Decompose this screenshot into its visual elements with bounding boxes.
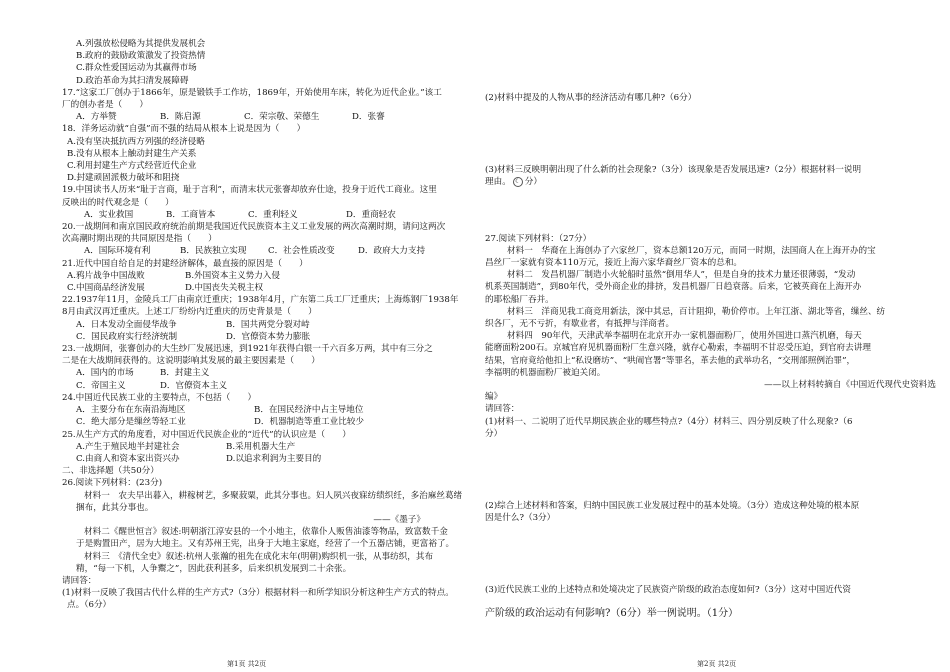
q20-option-a: A．国际环境有利 [84, 246, 151, 257]
q27-material-three: 材料三 洋商见我工商竞用新法，深中其忌，百计阻抑，勒价停市。上年江浙、湖北等省，缫丝、纺 [507, 306, 886, 317]
page-footer-left: 第1页 共2页 [227, 660, 267, 668]
q19-options [62, 209, 469, 221]
q23-option-a: A．国内的市场 [76, 368, 134, 379]
moon-icon: ☾ [513, 177, 523, 187]
q16-option-c: C.群众性爱国运动为其赢得市场 [76, 63, 197, 74]
q17-options [62, 111, 469, 123]
q23-option-c: C．帝国主义 [76, 380, 126, 391]
q27-ask: 请回答： [485, 404, 520, 415]
q21-stem: 21.近代中国自给自足的封建经济解体，最直接的原因是（ ） [62, 258, 308, 269]
q18-option-b: B.没有从根本上触动封建生产关系 [67, 148, 197, 159]
q24-option-c: C．绝大部分是缫丝等轻工业 [76, 417, 186, 428]
q23-options-row1 [62, 367, 469, 379]
q27-part-three-cont: 产阶级的政治运动有何影响?（6分）举一例说明。（1分） [485, 607, 739, 619]
q27-material-four: 材料四 90年代，天津武举李福明在北京开办一家机器面粉厂，使用外国进口蒸汽机磨，每天 [507, 331, 862, 342]
q27-heading: 27.阅读下列材料：（27分） [485, 233, 592, 244]
q22-option-b: B．国共两党分裂对峙 [226, 319, 310, 330]
q27-material-two: 材料二 发昌机器厂制造小火轮船时虽然“倒用华人”，但是自身的技术力量还很薄弱，“发动 [507, 270, 856, 281]
q17-option-a: A．方举赞 [76, 112, 117, 123]
q26-heading: 26.阅读下列材料：(23分) [62, 478, 163, 489]
q22-option-d: D．官僚资本势力膨胀 [226, 331, 311, 342]
q25-option-d: D.以追求利润为主要目的 [226, 453, 322, 464]
q26-material-one: 材料一 农夫早出暮入，耕稼树艺，多聚菽粟，此其分事也。妇人夙兴夜寐纺绩织纴，多治麻丝葛绪 [84, 490, 463, 501]
page-footer-right: 第2页 共2页 [697, 660, 737, 668]
q18-option-a: A.没有坚决抵抗西方列强的经济侵略 [67, 136, 205, 147]
q20-options [62, 245, 469, 257]
q26-ask: 请回答： [62, 575, 97, 586]
q17-stem-cont: 厂的创办者是（ ） [62, 100, 148, 111]
q23-option-d: D．官僚资本主义 [160, 380, 228, 391]
q27-material-three-cont: 织各厂，无不亏折，有歇业者，有抵押与洋商者。 [485, 319, 675, 330]
q22-option-a: A．日本发动全面侵华战争 [76, 319, 177, 330]
q27-part-one: (1)材料一、二说明了近代早期民族企业的哪些特点?（4分）材料三、四分别反映了什么现象?（6 [485, 416, 853, 427]
q19-option-c: C．重利轻义 [248, 209, 298, 220]
q25-options-row2 [62, 453, 469, 465]
q18-option-d: D.封建顽固派极力破坏和阻挠 [67, 173, 180, 184]
q27-material-one-cont: 昌丝厂一家就有资本110万元，接近上海六家华裔丝厂资本的总和。 [485, 258, 743, 269]
q27-part-one-cont: 分） [485, 428, 503, 439]
q26-part-one: (1)材料一反映了我国古代什么样的生产方式?（3分）根据材料一和所学知识分析这种生产方式的特点。 [62, 588, 454, 599]
q23-options-row2 [62, 380, 469, 392]
q25-options-row1 [62, 441, 469, 453]
q26-material-two: 材料二《醒世恒言》叙述:明朝浙江淳安县的一个小地主，依靠仆人贩售油漆等物品，致富数千金 [84, 527, 448, 538]
q21-option-b: B.外国资本主义势力入侵 [185, 270, 280, 281]
q23-stem: 23.一战期间，张謇创办的大生纱厂发展迅速，到1921年获得白银一千六百多万两，其中有三分之 [62, 344, 433, 355]
q22-options-row2 [62, 331, 469, 343]
q26-material-three-cont: 精，“每一下机，人争鬻之”，因此获利甚多，后来织机发展到二十余张。 [76, 563, 352, 574]
q17-stem: 17.“这家工厂创办于1866年，原是锻铁手工作坊，1869年，开始使用车床，转化为近代企业。”该工 [62, 87, 442, 98]
q25-option-c: C.由商人和资本家出资兴办 [76, 453, 180, 464]
q27-part-three: (3)近代民族工业的上述特点和处境决定了民族资产阶级的政治态度如何?（3分）这对中国近代资 [485, 585, 851, 596]
q19-option-a: A．实业救国 [84, 209, 134, 220]
q20-option-d: D．政府大力支持 [358, 246, 426, 257]
q26-material-two-cont: 于是购置田产，居为大地主。又有苏州王宪，出身于大地主家庭，经营了一个五器店铺，更富裕了。 [76, 539, 455, 550]
q22-option-c: C．国民政府实行经济统制 [76, 331, 178, 342]
q21-option-d: D.中国丧失关税主权 [185, 283, 264, 294]
q17-option-d: D．张謇 [352, 112, 385, 123]
q27-material-two-cont: 机系英国制造”，到80年代，受外商企业的排挤，发昌机器厂日趋衰落。后来，它被英商在上海开办 [485, 282, 862, 293]
q27-material-four-cont3: 李福明的机器面粉厂被迫关闭。 [485, 367, 606, 378]
q27-part-two: (2)综合上述材料和答案，归纳中国民族工业发展过程中的基本处境。（3分）造成这种处境的根本原 [485, 501, 860, 512]
q21-option-a: A.鸦片战争中国战败 [67, 270, 145, 281]
section-two-heading: 二、非选择题（共50分） [62, 466, 159, 477]
q22-stem: 22.1937年11月，金陵兵工厂由南京迁重庆；1938年4月，广东第二兵工厂迁重庆；上海炼钢厂1938年 [62, 295, 459, 306]
q17-option-b: B．陈启源 [160, 112, 201, 123]
q26-part-three-reason: 理由。 [485, 177, 511, 188]
q26-part-three-cont [485, 176, 942, 188]
q19-option-b: B．工商皆本 [166, 209, 216, 220]
q21-options-row2 [62, 282, 469, 294]
q19-option-d: D．重商轻农 [346, 209, 396, 220]
q16-option-b: B.政府的鼓励政策激发了投资热情 [76, 51, 206, 62]
q24-options-row2 [62, 416, 469, 428]
q27-part-two-cont: 因是什么?（3分） [485, 513, 556, 524]
q27-material-four-cont2: 结果，官府竟给他扣上“私设磨坊”、“哄闹官署”等罪名，革去他的武举功名，“交刑部照例治罪”， [485, 355, 856, 366]
q20-stem-cont: 次高潮时期出现的共同原因是指（ ） [62, 234, 217, 245]
q17-option-c: C．荣宗敬、荣德生 [244, 112, 320, 123]
q25-option-a: A.产生于殖民地半封建社会 [76, 441, 180, 452]
q24-option-d: D．机器制造等重工业比较少 [254, 417, 365, 428]
q26-material-three: 材料三 《清代全史》叙述:杭州人张瀚的祖先在成化末年(明朝)购织机一张，从事纺织，其布 [84, 551, 434, 562]
q24-stem: 24.中国近代民族工业的主要特点，不包括（ ） [62, 392, 257, 403]
q24-options-row1 [62, 404, 469, 416]
q26-part-three: (3)材料三反映明朝出现了什么新的社会现象?（3分）该现象是否发展迅速?（2分）根据材料一说明 [485, 165, 862, 176]
q25-option-b: B.采用机器大生产 [226, 441, 296, 452]
q27-material-two-cont2: 的耶松船厂吞并。 [485, 294, 554, 305]
q18-option-c: C.利用封建生产方式经营近代企业 [67, 161, 197, 172]
q16-option-a: A.列强放松侵略为其提供发展机会 [76, 39, 206, 49]
q26-part-three-score: 分） [524, 177, 542, 188]
q27-material-four-cont: 能磨面粉200石。京城官府见机器面粉厂生意兴隆，就存心勒索，李福明不甘忍受压迫，到官府去讲理 [485, 343, 871, 354]
q19-stem-cont: 反映出的时代观念是（ ） [62, 197, 174, 208]
q20-option-b: B．民族独立实现 [180, 246, 247, 257]
q20-option-c: C．社会性质改变 [268, 246, 335, 257]
q27-material-one: 材料一 华裔在上海创办了六家丝厂，资本总额120万元，而同一时期，法国商人在上海开办的宝 [507, 245, 876, 256]
q25-stem: 25.从生产方式的角度看，对中国近代民族企业的“近代”的认识应是（ ） [62, 429, 351, 440]
q26-material-one-cont: 捆布，此其分事也。 [76, 502, 154, 513]
q21-options-row1 [62, 270, 469, 282]
q24-option-a: A．主要分布在东南沿海地区 [76, 405, 186, 416]
q27-source: ——以上材料转摘自《中国近代现代史资料选 [764, 380, 936, 391]
q24-option-b: B．在国民经济中占主导地位 [254, 405, 364, 416]
q23-option-b: B．封建主义 [160, 368, 210, 379]
q22-stem-cont: 8月由武汉再迁重庆。上述工厂纷纷内迁重庆的历史背景是（ ） [62, 307, 317, 318]
q22-options-row1 [62, 319, 469, 331]
q27-source-cont: 编》 [485, 392, 503, 403]
q16-option-d: D.政治革命为其扫清发展障碍 [76, 75, 189, 86]
q19-stem: 19.中国读书人历来“耻于言商，耻于言利”，而清末状元张謇却放弃仕途，投身于近代工商业。这里 [62, 185, 437, 196]
q26-part-two: (2)材料中提及的人物从事的经济活动有哪几种?（6分） [485, 93, 697, 103]
q18-stem: 18．洋务运动就“自强”而不强的结局从根本上说是因为（ ） [62, 124, 306, 135]
q20-stem: 20.一战期间和南京国民政府统治前期是我国近代民族资本主义工业发展的两次高潮时期，请问这两次 [62, 222, 446, 233]
q23-stem-cont: 二是在大战期间获得的。这说明影响其发展的最主要因素是（ ） [62, 356, 320, 367]
right-column [475, 0, 950, 672]
q26-material-one-source: ——《墨子》 [373, 514, 425, 525]
q21-option-c: C.中国商品经济发展 [67, 283, 145, 294]
q26-part-one-cont: 点。（6分） [67, 600, 112, 611]
